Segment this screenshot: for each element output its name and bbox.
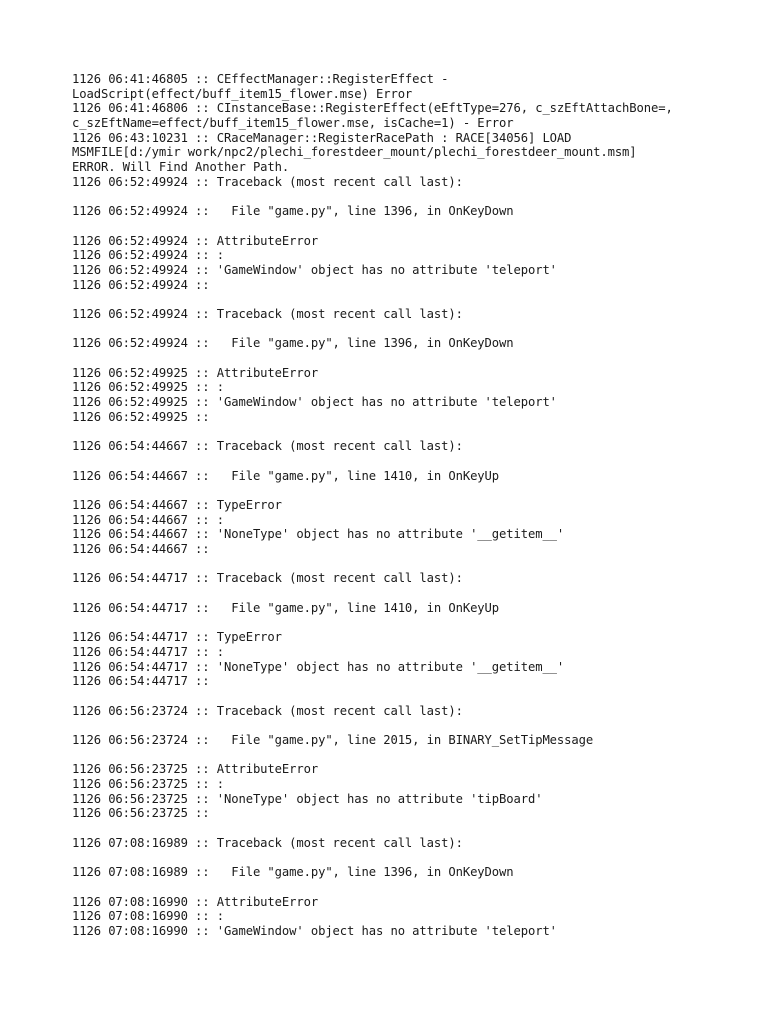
- log-blank-line: [72, 821, 752, 836]
- log-blank-line: [72, 322, 752, 337]
- log-line: 1126 07:08:16990 :: AttributeError: [72, 894, 319, 909]
- log-line: 1126 06:41:46806 :: CInstanceBase::RegisterEffect(eEftType=276, c_szEftAttachBone=,: [72, 101, 673, 116]
- log-line: c_szEftName=effect/buff_item15_flower.mse, isCache=1) - Error: [72, 116, 514, 131]
- log-line: 1126 06:41:46805 :: CEffectManager::RegisterEffect -: [72, 72, 449, 86]
- log-line: 1126 06:54:44667 ::: [72, 542, 210, 556]
- log-line: 1126 06:52:49924 :: :: [72, 248, 224, 263]
- log-line: 1126 06:56:23725 :: :: [72, 777, 224, 791]
- log-line: 1126 06:56:23725 :: AttributeError: [72, 762, 319, 777]
- log-line: 1126 06:54:44717 :: 'NoneType' object has no attribute '__getitem__': [72, 659, 565, 674]
- log-line: 1126 06:54:44717 :: :: [72, 644, 224, 659]
- log-blank-line: [72, 557, 752, 572]
- log-blank-line: [72, 748, 752, 763]
- log-line: 1126 06:52:49925 :: :: [72, 380, 224, 395]
- log-line: 1126 06:54:44667 :: Traceback (most recent call last):: [72, 439, 463, 454]
- log-line: 1126 06:52:49924 ::: [72, 277, 210, 292]
- log-line: 1126 06:56:23724 :: File "game.py", line 2015, in BINARY_SetTipMessage: [72, 732, 594, 747]
- log-line: 1126 06:52:49924 :: 'GameWindow' object has no attribute 'teleport': [72, 262, 557, 277]
- log-line: 1126 06:52:49925 :: AttributeError: [72, 365, 319, 380]
- log-line: 1126 06:56:23725 ::: [72, 806, 210, 821]
- log-blank-line: [72, 351, 752, 366]
- log-line: 1126 06:52:49925 :: 'GameWindow' object has no attribute 'teleport': [72, 395, 557, 410]
- log-blank-line: [72, 483, 752, 498]
- log-line: 1126 06:54:44717 ::: [72, 674, 210, 689]
- log-line: 1126 06:54:44717 :: File "game.py", line 1410, in OnKeyUp: [72, 600, 500, 615]
- log-line: 1126 06:52:49924 :: File "game.py", line 1396, in OnKeyDown: [72, 204, 514, 219]
- log-line: 1126 07:08:16990 :: :: [72, 909, 224, 924]
- log-line: 1126 06:54:44667 :: File "game.py", line 1410, in OnKeyUp: [72, 468, 500, 483]
- log-line: 1126 07:08:16989 :: File "game.py", line 1396, in OnKeyDown: [72, 865, 514, 880]
- log-line: ERROR. Will Find Another Path.: [72, 160, 290, 175]
- log-blank-line: [72, 190, 752, 205]
- log-blank-line: [72, 586, 752, 601]
- log-line: 1126 06:52:49924 :: File "game.py", line 1396, in OnKeyDown: [72, 336, 514, 351]
- log-blank-line: [72, 718, 752, 733]
- log-blank-line: [72, 689, 752, 704]
- log-line: 1126 06:56:23725 :: 'NoneType' object has no attribute 'tipBoard': [72, 791, 543, 806]
- log-line: 1126 06:52:49924 :: Traceback (most recent call last):: [72, 307, 463, 321]
- log-line: LoadScript(effect/buff_item15_flower.mse) Error: [72, 86, 413, 101]
- log-blank-line: [72, 292, 752, 307]
- log-line: 1126 06:56:23724 :: Traceback (most recent call last):: [72, 703, 463, 718]
- log-blank-line: [72, 850, 752, 865]
- log-line: 1126 06:52:49925 ::: [72, 409, 210, 424]
- log-line: 1126 06:54:44667 :: TypeError: [72, 497, 282, 512]
- log-line: 1126 06:54:44717 :: TypeError: [72, 630, 282, 645]
- log-line: 1126 06:54:44717 :: Traceback (most recent call last):: [72, 571, 463, 586]
- log-line: 1126 07:08:16989 :: Traceback (most recent call last):: [72, 835, 463, 850]
- log-line: 1126 06:54:44667 :: :: [72, 512, 224, 527]
- log-blank-line: [72, 615, 752, 630]
- log-line: 1126 07:08:16990 :: 'GameWindow' object has no attribute 'teleport': [72, 923, 557, 938]
- log-blank-line: [72, 454, 752, 469]
- log-document: [72, 72, 752, 939]
- log-line: 1126 06:54:44667 :: 'NoneType' object has no attribute '__getitem__': [72, 527, 565, 542]
- log-blank-line: [72, 880, 752, 895]
- log-line: 1126 06:43:10231 :: CRaceManager::RegisterRacePath : RACE[34056] LOAD: [72, 130, 572, 145]
- log-blank-line: [72, 219, 752, 234]
- log-blank-line: [72, 425, 752, 440]
- log-line: MSMFILE[d:/ymir work/npc2/plechi_forestdeer_mount/plechi_forestdeer_mount.msm]: [72, 145, 637, 160]
- log-line: 1126 06:52:49924 :: AttributeError: [72, 233, 319, 248]
- log-line: 1126 06:52:49924 :: Traceback (most recent call last):: [72, 174, 463, 189]
